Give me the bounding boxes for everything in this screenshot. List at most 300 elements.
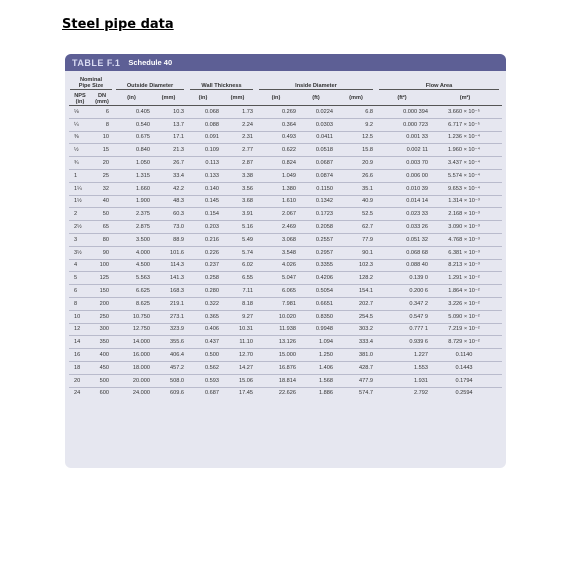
- dn-cell: 500: [99, 377, 109, 384]
- wall-in-cell: 0.500: [205, 352, 219, 359]
- area-m2-cell: 1.236 × 10⁻⁴: [448, 134, 480, 141]
- nps-cell: ½: [74, 147, 79, 154]
- id-ft-cell: 0.0518: [315, 147, 333, 154]
- nps-cell: ¾: [74, 160, 79, 167]
- od-in-cell: 0.675: [136, 134, 150, 141]
- id-ft-cell: 1.250: [319, 352, 333, 359]
- wall-mm-cell: 6.55: [242, 275, 253, 282]
- dn-cell: 50: [102, 211, 109, 218]
- od-mm-cell: 60.3: [173, 211, 184, 218]
- id-mm-cell: 128.2: [359, 275, 373, 282]
- area-ft2-cell: 0.023 33: [406, 211, 428, 218]
- od-in-cell: 20.000: [132, 377, 150, 384]
- id-in-cell: 11.938: [279, 326, 296, 333]
- table-row: [69, 157, 502, 170]
- od-in-cell: 10.750: [132, 313, 150, 320]
- od-in-cell: 6.625: [136, 288, 150, 295]
- table-row: [69, 208, 502, 221]
- area-m2-cell: 3.437 × 10⁻⁴: [448, 160, 480, 167]
- id-mm-cell: 15.8: [362, 147, 373, 154]
- area-m2-cell: 0.1794: [455, 377, 473, 384]
- area-ft2-cell: 0.006 00: [406, 172, 428, 179]
- id-mm-cell: 12.5: [362, 134, 373, 141]
- id-ft-cell: 0.6651: [315, 300, 333, 307]
- area-m2-cell: 1.960 × 10⁻⁴: [448, 147, 480, 154]
- inside-diameter-header: Inside Diameter: [259, 83, 373, 90]
- dn-cell: 200: [99, 300, 109, 307]
- od-in-cell: 2.375: [136, 211, 150, 218]
- id-mm-cell: 202.7: [359, 300, 373, 307]
- table-subtitle: Schedule 40: [128, 58, 173, 67]
- id-in-cell: 13.126: [278, 339, 296, 346]
- nps-cell: ⅛: [74, 108, 79, 115]
- od-mm-cell: 17.1: [173, 134, 184, 141]
- table-row: [69, 221, 502, 234]
- wall-mm-cell: 2.24: [242, 121, 253, 128]
- dn-cell: 150: [99, 288, 109, 295]
- od-mm-cell: 508.0: [170, 377, 184, 384]
- id-mm-cell: 303.2: [359, 326, 373, 333]
- dn-cell: 15: [102, 147, 109, 154]
- id-mm-cell: 40.9: [362, 198, 373, 205]
- od-in-cell: 18.000: [132, 364, 150, 371]
- area-ft2-cell: 0.939 6: [409, 339, 428, 346]
- id-mm-cell: 254.5: [359, 313, 373, 320]
- unit-header: (mm): [161, 95, 176, 101]
- id-ft-cell: 0.8350: [315, 313, 333, 320]
- id-ft-cell: 0.4206: [315, 275, 333, 282]
- unit-header: (m²): [459, 95, 471, 101]
- table-row: [69, 118, 502, 131]
- nps-cell: 12: [74, 326, 81, 333]
- wall-in-cell: 0.216: [205, 236, 219, 243]
- id-ft-cell: 0.0874: [315, 172, 333, 179]
- table-row: [69, 182, 502, 195]
- wall-mm-cell: 14.27: [239, 364, 253, 371]
- wall-mm-cell: 5.49: [242, 236, 253, 243]
- id-mm-cell: 35.1: [362, 185, 373, 192]
- id-ft-cell: 0.9948: [315, 326, 333, 333]
- dn-cell: 65: [102, 224, 109, 231]
- od-mm-cell: 609.6: [170, 390, 184, 397]
- id-in-cell: 16.876: [278, 364, 296, 371]
- dn-cell: 100: [99, 262, 109, 269]
- dn-cell: 40: [102, 198, 109, 205]
- id-mm-cell: 6.8: [365, 108, 373, 115]
- nps-header: NPS: [74, 93, 86, 99]
- area-m2-cell: 5.574 × 10⁻⁴: [448, 172, 480, 179]
- od-mm-cell: 168.3: [170, 288, 184, 295]
- od-in-cell: 3.500: [136, 236, 150, 243]
- dn-cell: 20: [102, 160, 109, 167]
- wall-in-cell: 0.562: [205, 364, 219, 371]
- id-in-cell: 6.065: [282, 288, 296, 295]
- wall-mm-cell: 3.56: [242, 185, 253, 192]
- table-row: [69, 106, 502, 119]
- od-in-cell: 12.750: [132, 326, 150, 333]
- wall-in-cell: 0.068: [205, 108, 219, 115]
- wall-thickness-header: Wall Thickness: [190, 83, 253, 90]
- table-row: [69, 246, 502, 259]
- wall-mm-cell: 2.77: [242, 147, 253, 154]
- id-mm-cell: 381.0: [359, 352, 373, 359]
- table-row: [69, 336, 502, 349]
- table-row: [69, 131, 502, 144]
- nps-cell: 5: [74, 275, 78, 282]
- table-row: [69, 374, 502, 387]
- wall-in-cell: 0.437: [205, 339, 219, 346]
- wall-in-cell: 0.406: [205, 326, 219, 333]
- id-ft-cell: 0.2058: [315, 224, 333, 231]
- area-ft2-cell: 2.792: [414, 390, 428, 397]
- id-mm-cell: 154.1: [359, 288, 373, 295]
- wall-mm-cell: 5.74: [242, 249, 253, 256]
- area-m2-cell: 3.660 × 10⁻⁵: [448, 108, 480, 115]
- od-mm-cell: 141.3: [170, 275, 184, 282]
- area-m2-cell: 1.864 × 10⁻²: [448, 288, 480, 295]
- nps-cell: 1½: [74, 198, 82, 205]
- id-mm-cell: 52.5: [362, 211, 373, 218]
- unit-header-row: [69, 91, 502, 106]
- id-ft-cell: 1.886: [319, 390, 333, 397]
- od-mm-cell: 13.7: [173, 121, 184, 128]
- area-m2-cell: 8.729 × 10⁻²: [448, 339, 480, 346]
- dn-cell: 25: [102, 172, 109, 179]
- area-ft2-cell: 0.002 11: [406, 147, 428, 154]
- wall-mm-cell: 6.02: [242, 262, 253, 269]
- id-in-cell: 10.020: [278, 313, 296, 320]
- id-mm-cell: 26.6: [362, 172, 373, 179]
- id-ft-cell: 1.406: [319, 364, 333, 371]
- nps-cell: 3: [74, 236, 78, 243]
- nps-cell: 2: [74, 211, 78, 218]
- od-mm-cell: 73.0: [173, 224, 184, 231]
- flow-area-header: Flow Area: [379, 83, 499, 90]
- id-in-cell: 0.364: [282, 121, 296, 128]
- data-table: [69, 77, 502, 399]
- area-ft2-cell: 0.001 33: [406, 134, 428, 141]
- od-mm-cell: 114.3: [170, 262, 184, 269]
- id-in-cell: 1.610: [282, 198, 296, 205]
- wall-in-cell: 0.365: [205, 313, 219, 320]
- table-row: [69, 195, 502, 208]
- od-mm-cell: 42.2: [173, 185, 184, 192]
- area-ft2-cell: 1.931: [414, 377, 428, 384]
- wall-mm-cell: 7.11: [242, 288, 253, 295]
- area-ft2-cell: 0.003 70: [406, 160, 428, 167]
- area-ft2-cell: 0.033 26: [406, 224, 428, 231]
- table-row: [69, 259, 502, 272]
- id-mm-cell: 90.1: [362, 249, 373, 256]
- wall-mm-cell: 9.27: [242, 313, 253, 320]
- wall-mm-cell: 15.06: [239, 377, 253, 384]
- wall-mm-cell: 3.38: [242, 172, 253, 179]
- od-in-cell: 1.315: [136, 172, 150, 179]
- wall-in-cell: 0.154: [205, 211, 219, 218]
- area-m2-cell: 6.381 × 10⁻³: [448, 249, 480, 256]
- id-in-cell: 2.067: [282, 211, 296, 218]
- table-row: [69, 361, 502, 374]
- od-mm-cell: 21.3: [173, 147, 184, 154]
- id-ft-cell: 0.0224: [315, 108, 333, 115]
- area-ft2-cell: 0.088 40: [406, 262, 428, 269]
- wall-mm-cell: 2.31: [242, 134, 253, 141]
- area-m2-cell: 3.090 × 10⁻³: [448, 224, 480, 231]
- wall-in-cell: 0.203: [205, 224, 219, 231]
- id-in-cell: 2.469: [282, 224, 296, 231]
- id-ft-cell: 0.2957: [315, 249, 333, 256]
- nps-cell: 1: [74, 172, 78, 179]
- id-mm-cell: 20.9: [362, 160, 373, 167]
- id-ft-cell: 0.1723: [315, 211, 333, 218]
- id-mm-cell: 333.4: [359, 339, 373, 346]
- unit-header: (mm): [349, 95, 363, 101]
- nps-cell: ⅜: [74, 134, 79, 141]
- od-in-cell: 4.500: [136, 262, 150, 269]
- wall-mm-cell: 10.31: [239, 326, 253, 333]
- table-row: [69, 285, 502, 298]
- id-ft-cell: 0.0411: [316, 134, 333, 141]
- area-ft2-cell: 0.200 6: [409, 288, 428, 295]
- id-ft-cell: 1.568: [319, 377, 333, 384]
- area-ft2-cell: 0.547 9: [409, 313, 428, 320]
- unit-header: (in): [127, 95, 136, 101]
- wall-mm-cell: 11.10: [239, 339, 253, 346]
- id-in-cell: 15.000: [278, 352, 296, 359]
- area-ft2-cell: 0.000 394: [403, 108, 428, 115]
- dn-cell: 80: [102, 236, 109, 243]
- id-mm-cell: 574.7: [359, 390, 373, 397]
- id-ft-cell: 0.3355: [315, 262, 333, 269]
- nps-cell: 4: [74, 262, 78, 269]
- nps-cell: ¼: [74, 121, 79, 128]
- area-m2-cell: 3.226 × 10⁻²: [448, 300, 480, 307]
- table-row: [69, 349, 502, 362]
- id-in-cell: 4.026: [282, 262, 296, 269]
- id-in-cell: 1.380: [282, 185, 296, 192]
- unit-header: (ft): [312, 95, 320, 101]
- area-ft2-cell: 0.068 68: [406, 249, 428, 256]
- nps-cell: 18: [74, 364, 81, 371]
- id-in-cell: 22.626: [278, 390, 296, 397]
- wall-in-cell: 0.258: [205, 275, 219, 282]
- od-mm-cell: 101.6: [170, 249, 184, 256]
- table-row: [69, 169, 502, 182]
- id-in-cell: 0.824: [282, 160, 296, 167]
- area-ft2-cell: 0.051 32: [406, 236, 428, 243]
- nps-cell: 2½: [74, 224, 82, 231]
- wall-in-cell: 0.593: [205, 377, 219, 384]
- id-in-cell: 1.049: [282, 172, 296, 179]
- area-m2-cell: 2.168 × 10⁻³: [448, 211, 480, 218]
- dn-cell: 350: [99, 339, 109, 346]
- nps-cell: 8: [74, 300, 78, 307]
- area-m2-cell: 0.1140: [455, 352, 473, 359]
- od-mm-cell: 26.7: [173, 160, 184, 167]
- unit-header: (mm): [95, 99, 109, 105]
- area-ft2-cell: 0.000 723: [403, 121, 428, 128]
- wall-in-cell: 0.280: [205, 288, 219, 295]
- table-row: [69, 272, 502, 285]
- wall-in-cell: 0.237: [205, 262, 219, 269]
- id-in-cell: 18.814: [278, 377, 296, 384]
- wall-mm-cell: 12.70: [239, 352, 253, 359]
- nominal-size-header-line2: Pipe Size: [78, 83, 104, 89]
- unit-header: (in): [271, 95, 281, 101]
- wall-mm-cell: 1.73: [242, 108, 253, 115]
- wall-mm-cell: 8.18: [242, 300, 253, 307]
- dn-cell: 90: [102, 249, 109, 256]
- wall-mm-cell: 5.16: [242, 224, 253, 231]
- dn-header: DN: [97, 93, 107, 99]
- table-row: [69, 310, 502, 323]
- area-m2-cell: 1.291 × 10⁻²: [448, 275, 480, 282]
- dn-cell: 300: [99, 326, 109, 333]
- nps-cell: 10: [74, 313, 81, 320]
- id-ft-cell: 0.5054: [315, 288, 333, 295]
- area-ft2-cell: 1.553: [414, 364, 428, 371]
- steel-pipe-table: [65, 54, 506, 468]
- id-mm-cell: 9.2: [365, 121, 373, 128]
- od-in-cell: 1.050: [136, 160, 150, 167]
- od-mm-cell: 273.1: [170, 313, 184, 320]
- dn-cell: 250: [99, 313, 109, 320]
- wall-in-cell: 0.145: [205, 198, 219, 205]
- od-mm-cell: 406.4: [170, 352, 184, 359]
- area-ft2-cell: 0.139 0: [409, 275, 428, 282]
- area-m2-cell: 6.717 × 10⁻⁵: [448, 121, 480, 128]
- wall-in-cell: 0.133: [205, 172, 219, 179]
- nps-cell: 1¼: [74, 185, 82, 192]
- id-ft-cell: 0.1150: [316, 185, 333, 192]
- unit-header: (mm): [230, 95, 245, 101]
- wall-in-cell: 0.687: [205, 390, 219, 397]
- area-m2-cell: 0.1443: [455, 364, 473, 371]
- od-in-cell: 1.660: [136, 185, 150, 192]
- nps-cell: 16: [74, 352, 81, 359]
- dn-cell: 600: [99, 390, 109, 397]
- outside-diameter-header: Outside Diameter: [116, 83, 184, 90]
- id-mm-cell: 428.7: [359, 364, 373, 371]
- area-m2-cell: 5.090 × 10⁻²: [448, 313, 480, 320]
- od-mm-cell: 323.9: [170, 326, 184, 333]
- wall-in-cell: 0.226: [205, 249, 219, 256]
- wall-mm-cell: 2.87: [242, 160, 253, 167]
- table-row: [69, 233, 502, 246]
- wall-in-cell: 0.140: [205, 185, 219, 192]
- od-mm-cell: 219.1: [170, 300, 184, 307]
- id-in-cell: 7.981: [282, 300, 296, 307]
- id-in-cell: 0.269: [282, 108, 296, 115]
- nominal-size-header-line1: Nominal: [79, 77, 103, 83]
- dn-cell: 400: [99, 352, 109, 359]
- area-m2-cell: 0.2594: [455, 390, 473, 397]
- od-in-cell: 4.000: [136, 249, 150, 256]
- od-in-cell: 1.900: [136, 198, 150, 205]
- od-in-cell: 0.405: [136, 108, 150, 115]
- id-mm-cell: 477.9: [359, 377, 373, 384]
- od-in-cell: 0.840: [136, 147, 150, 154]
- id-ft-cell: 0.0687: [315, 160, 333, 167]
- unit-header: (in): [75, 99, 85, 105]
- page-title: Steel pipe data: [62, 17, 174, 32]
- od-in-cell: 24.000: [132, 390, 150, 397]
- id-in-cell: 0.493: [282, 134, 296, 141]
- id-mm-cell: 77.9: [362, 236, 373, 243]
- id-in-cell: 3.548: [282, 249, 296, 256]
- id-ft-cell: 0.0303: [315, 121, 333, 128]
- od-mm-cell: 88.9: [173, 236, 184, 243]
- table-row: [69, 323, 502, 336]
- unit-header: (ft²): [397, 95, 407, 101]
- dn-cell: 10: [102, 134, 109, 141]
- area-m2-cell: 7.219 × 10⁻²: [448, 326, 480, 333]
- od-in-cell: 2.875: [136, 224, 150, 231]
- dn-cell: 125: [99, 275, 109, 282]
- nps-cell: 20: [74, 377, 81, 384]
- id-in-cell: 5.047: [282, 275, 296, 282]
- wall-in-cell: 0.113: [205, 160, 219, 167]
- unit-header: (in): [198, 95, 208, 101]
- wall-mm-cell: 3.91: [242, 211, 253, 218]
- od-mm-cell: 457.2: [170, 364, 184, 371]
- wall-mm-cell: 3.68: [242, 198, 253, 205]
- wall-in-cell: 0.088: [205, 121, 219, 128]
- table-row: [69, 144, 502, 157]
- table-header-bar: [65, 54, 506, 71]
- nps-cell: 24: [74, 390, 81, 397]
- dn-cell: 6: [105, 108, 109, 115]
- area-m2-cell: 8.213 × 10⁻³: [448, 262, 480, 269]
- area-m2-cell: 9.653 × 10⁻⁴: [448, 185, 480, 192]
- nps-cell: 14: [74, 339, 81, 346]
- id-ft-cell: 0.2557: [315, 236, 333, 243]
- od-mm-cell: 355.6: [170, 339, 184, 346]
- od-in-cell: 5.563: [136, 275, 150, 282]
- od-mm-cell: 10.3: [173, 108, 184, 115]
- table-row: [69, 387, 502, 399]
- table-body: [69, 106, 502, 400]
- dn-cell: 450: [99, 364, 109, 371]
- id-ft-cell: 0.1342: [315, 198, 333, 205]
- id-mm-cell: 102.3: [359, 262, 373, 269]
- group-header-row: [69, 77, 502, 91]
- nps-cell: 3½: [74, 249, 82, 256]
- od-in-cell: 8.625: [136, 300, 150, 307]
- area-m2-cell: 4.768 × 10⁻³: [448, 236, 480, 243]
- nps-cell: 6: [74, 288, 78, 295]
- dn-cell: 32: [102, 185, 109, 192]
- area-m2-cell: 1.314 × 10⁻³: [448, 198, 480, 205]
- table-label: TABLE F.1: [72, 57, 121, 68]
- wall-mm-cell: 17.45: [239, 390, 253, 397]
- od-in-cell: 14.000: [132, 339, 150, 346]
- od-mm-cell: 33.4: [173, 172, 184, 179]
- od-in-cell: 16.000: [132, 352, 150, 359]
- area-ft2-cell: 0.347 2: [409, 300, 428, 307]
- id-ft-cell: 1.094: [319, 339, 333, 346]
- dn-cell: 8: [105, 121, 109, 128]
- id-in-cell: 3.068: [282, 236, 296, 243]
- id-mm-cell: 62.7: [362, 224, 373, 231]
- wall-in-cell: 0.322: [205, 300, 219, 307]
- area-ft2-cell: 0.777 1: [409, 326, 428, 333]
- area-ft2-cell: 1.227: [414, 352, 428, 359]
- od-in-cell: 0.540: [136, 121, 150, 128]
- id-in-cell: 0.622: [282, 147, 296, 154]
- wall-in-cell: 0.109: [205, 147, 219, 154]
- area-ft2-cell: 0.014 14: [406, 198, 428, 205]
